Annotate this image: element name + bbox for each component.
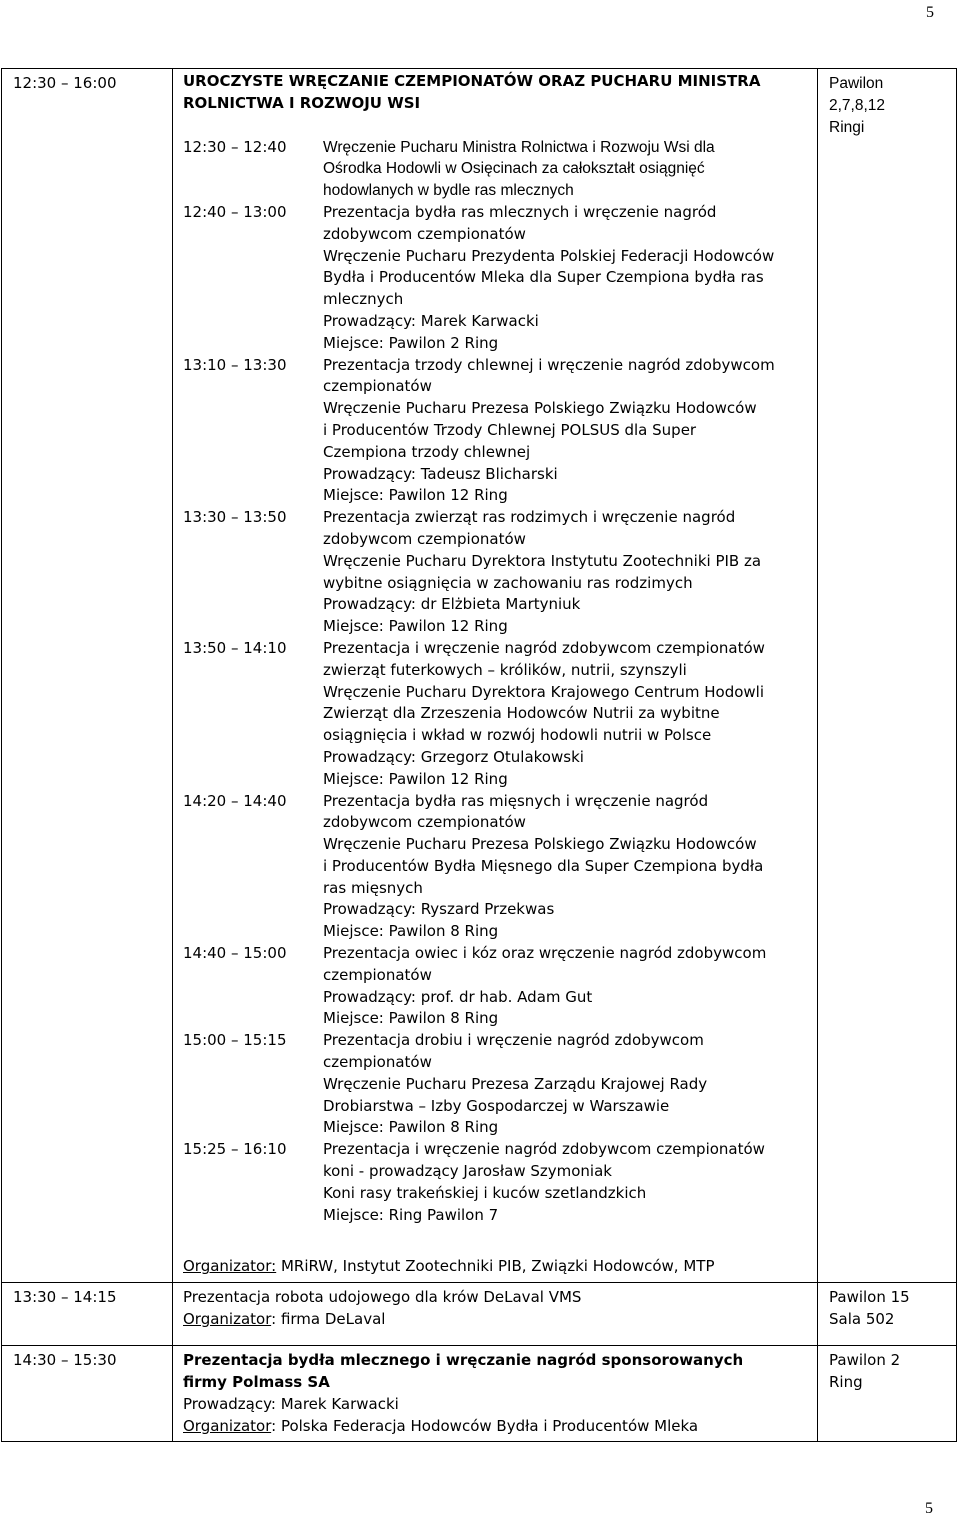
- organizer-label: Organizator: [183, 1416, 272, 1435]
- location-line: Pawilon 15: [829, 1288, 910, 1307]
- sub-content: [323, 507, 813, 638]
- sub-line: ras mięsnych: [323, 878, 423, 897]
- schedule-table: [1, 68, 957, 1442]
- sub-line: hodowlanych w bydle ras mlecznych: [323, 182, 574, 200]
- sub-content: [323, 355, 813, 508]
- organizer-line: [183, 1256, 813, 1278]
- sub-line: Drobiarstwa – Izby Gospodarczej w Warszawie: [323, 1096, 670, 1115]
- sub-schedule-item: [183, 137, 813, 202]
- sub-schedule-item: [183, 791, 813, 944]
- time-range: 12:30 – 16:00: [13, 74, 117, 92]
- sub-schedule-item: [183, 202, 813, 355]
- time-range: 13:30 – 14:15: [13, 1288, 117, 1307]
- sub-line: Koni rasy trakeńskiej i kuców szetlandzkich: [323, 1183, 647, 1202]
- sub-schedule: [183, 137, 813, 1227]
- sub-line: i Producentów Bydła Mięsnego dla Super Czempiona bydła: [323, 856, 764, 875]
- sub-content: [323, 202, 813, 355]
- event-line: Prezentacja robota udojowego dla krów DeLaval VMS: [183, 1288, 582, 1307]
- sub-content: [323, 137, 813, 202]
- sub-line: czempionatów: [323, 965, 432, 984]
- organizer-label: Organizator:: [183, 1257, 277, 1276]
- sub-line: Wręczenie Pucharu Dyrektora Krajowego Centrum Hodowli: [323, 682, 765, 701]
- sub-line: Prezentacja bydła ras mlecznych i wręczenie nagród: [323, 202, 717, 221]
- sub-line: wybitne osiągnięcia w zachowaniu ras rodzimych: [323, 573, 693, 592]
- table-row: [2, 1346, 957, 1442]
- location-line: Sala 502: [829, 1310, 895, 1329]
- sub-line: zwierząt futerkowych – królików, nutrii, szynszyli: [323, 660, 687, 679]
- sub-line: Miejsce: Pawilon 12 Ring: [323, 617, 508, 636]
- sub-line: Wręczenie Pucharu Prezesa Polskiego Związku Hodowców: [323, 835, 757, 854]
- sub-content: [323, 943, 813, 1030]
- sub-time: 13:50 – 14:10: [183, 638, 287, 657]
- time-cell: [2, 1283, 173, 1346]
- sub-line: zdobywcom czempionatów: [323, 813, 526, 832]
- sub-line: osiągnięcia i wkład w rozwój hodowli nutrii w Polsce: [323, 726, 712, 745]
- sub-line: Miejsce: Pawilon 12 Ring: [323, 486, 508, 505]
- sub-line: Czempiona trzody chlewnej: [323, 442, 531, 461]
- sub-schedule-item: [183, 1139, 813, 1226]
- sub-line: Prezentacja i wręczenie nagród zdobywcom czempionatów: [323, 1140, 765, 1159]
- sub-time: 15:00 – 15:15: [183, 1031, 287, 1050]
- sub-line: Wręczenie Pucharu Prezesa Polskiego Związku Hodowców: [323, 399, 757, 418]
- sub-line: Wręczenie Pucharu Prezesa Zarządu Krajowej Rady: [323, 1074, 708, 1093]
- sub-line: mlecznych: [323, 290, 404, 309]
- location-cell: [818, 1283, 957, 1346]
- organizer-line: [183, 1309, 813, 1331]
- sub-line: Miejsce: Ring Pawilon 7: [323, 1205, 499, 1224]
- event-cell: [173, 69, 818, 1283]
- table-row: [2, 69, 957, 1283]
- sub-time: 12:40 – 13:00: [183, 202, 287, 221]
- sub-line: Prezentacja i wręczenie nagród zdobywcom czempionatów: [323, 638, 765, 657]
- sub-line: Wręczenie Pucharu Ministra Rolnictwa i Rozwoju Wsi dla: [323, 138, 715, 156]
- location-line: Ring: [829, 1373, 863, 1392]
- sub-line: Prowadzący: Ryszard Przekwas: [323, 900, 555, 919]
- host-line: Prowadzący: Marek Karwacki: [183, 1394, 399, 1413]
- sub-content: [323, 638, 813, 791]
- sub-line: czempionatów: [323, 377, 432, 396]
- page-number-bottom: 5: [925, 1500, 933, 1517]
- event-title-line: Prezentacja bydła mlecznego i wręczanie nagród sponsorowanych: [183, 1351, 744, 1370]
- sub-content: [323, 1139, 813, 1226]
- location-cell: [818, 1346, 957, 1442]
- location-line: Ringi: [829, 118, 865, 136]
- sub-line: Miejsce: Pawilon 8 Ring: [323, 1009, 499, 1028]
- event-title-line: firmy Polmass SA: [183, 1373, 330, 1392]
- sub-time: 14:40 – 15:00: [183, 944, 287, 963]
- sub-line: Miejsce: Pawilon 8 Ring: [323, 1118, 499, 1137]
- section-title-line: ROLNICTWA I ROZWOJU WSI: [183, 93, 421, 112]
- event-cell: [173, 1283, 818, 1346]
- sub-time: 13:10 – 13:30: [183, 355, 287, 374]
- sub-line: zdobywcom czempionatów: [323, 224, 526, 243]
- sub-line: Prowadzący: dr Elżbieta Martyniuk: [323, 595, 581, 614]
- sub-line: i Producentów Trzody Chlewnej POLSUS dla Super: [323, 420, 697, 439]
- sub-line: czempionatów: [323, 1053, 432, 1072]
- sub-line: Miejsce: Pawilon 8 Ring: [323, 922, 499, 941]
- location-cell: [818, 69, 957, 1283]
- time-range: 14:30 – 15:30: [13, 1351, 117, 1370]
- organizer-text: : firma DeLaval: [271, 1310, 386, 1329]
- sub-line: Wręczenie Pucharu Dyrektora Instytutu Zootechniki PIB za: [323, 551, 762, 570]
- sub-line: Prezentacja owiec i kóz oraz wręczenie nagród zdobywcom: [323, 944, 767, 963]
- sub-line: Wręczenie Pucharu Prezydenta Polskiej Federacji Hodowców: [323, 246, 775, 265]
- time-cell: [2, 69, 173, 1283]
- time-cell: [2, 1346, 173, 1442]
- sub-line: Prezentacja drobiu i wręczenie nagród zdobywcom: [323, 1031, 704, 1050]
- sub-schedule-item: [183, 943, 813, 1030]
- organizer-text: MRiRW, Instytut Zootechniki PIB, Związki Hodowców, MTP: [276, 1257, 715, 1276]
- sub-line: Ośrodka Hodowli w Osięcinach za całokształt osiągnięć: [323, 160, 705, 178]
- organizer-line: [183, 1416, 813, 1438]
- location-line: 2,7,8,12: [829, 96, 886, 114]
- organizer-label: Organizator: [183, 1310, 272, 1329]
- sub-line: Prezentacja bydła ras mięsnych i wręczenie nagród: [323, 791, 709, 810]
- sub-line: Prowadzący: prof. dr hab. Adam Gut: [323, 987, 593, 1006]
- sub-time: 15:25 – 16:10: [183, 1140, 287, 1159]
- sub-schedule-item: [183, 638, 813, 791]
- sub-time: 12:30 – 12:40: [183, 137, 287, 156]
- location-line: Pawilon 2: [829, 1351, 901, 1370]
- organizer-text: : Polska Federacja Hodowców Bydła i Producentów Mleka: [271, 1416, 699, 1435]
- sub-line: Prowadzący: Grzegorz Otulakowski: [323, 747, 584, 766]
- sub-schedule-item: [183, 1030, 813, 1139]
- sub-schedule-item: [183, 507, 813, 638]
- sub-line: zdobywcom czempionatów: [323, 529, 526, 548]
- sub-line: Prowadzący: Marek Karwacki: [323, 311, 539, 330]
- sub-line: Bydła i Producentów Mleka dla Super Czempiona bydła ras: [323, 268, 764, 287]
- sub-content: [323, 1030, 813, 1139]
- sub-time: 13:30 – 13:50: [183, 508, 287, 527]
- sub-line: Miejsce: Pawilon 2 Ring: [323, 333, 499, 352]
- sub-line: Prezentacja trzody chlewnej i wręczenie nagród zdobywcom: [323, 355, 775, 374]
- table-row: [2, 1283, 957, 1346]
- sub-line: Prowadzący: Tadeusz Blicharski: [323, 464, 558, 483]
- sub-content: [323, 791, 813, 944]
- sub-time: 14:20 – 14:40: [183, 791, 287, 810]
- sub-line: Zwierząt dla Zrzeszenia Hodowców Nutrii za wybitne: [323, 704, 720, 723]
- sub-line: Prezentacja zwierząt ras rodzimych i wręczenie nagród: [323, 508, 736, 527]
- sub-line: koni - prowadzący Jarosław Szymoniak: [323, 1162, 612, 1181]
- sub-schedule-item: [183, 355, 813, 508]
- event-cell: [173, 1346, 818, 1442]
- location-line: Pawilon: [829, 75, 884, 92]
- page-number-top: 5: [926, 4, 934, 21]
- section-title-line: UROCZYSTE WRĘCZANIE CZEMPIONATÓW ORAZ PUCHARU MINISTRA: [183, 72, 761, 90]
- sub-line: Miejsce: Pawilon 12 Ring: [323, 769, 508, 788]
